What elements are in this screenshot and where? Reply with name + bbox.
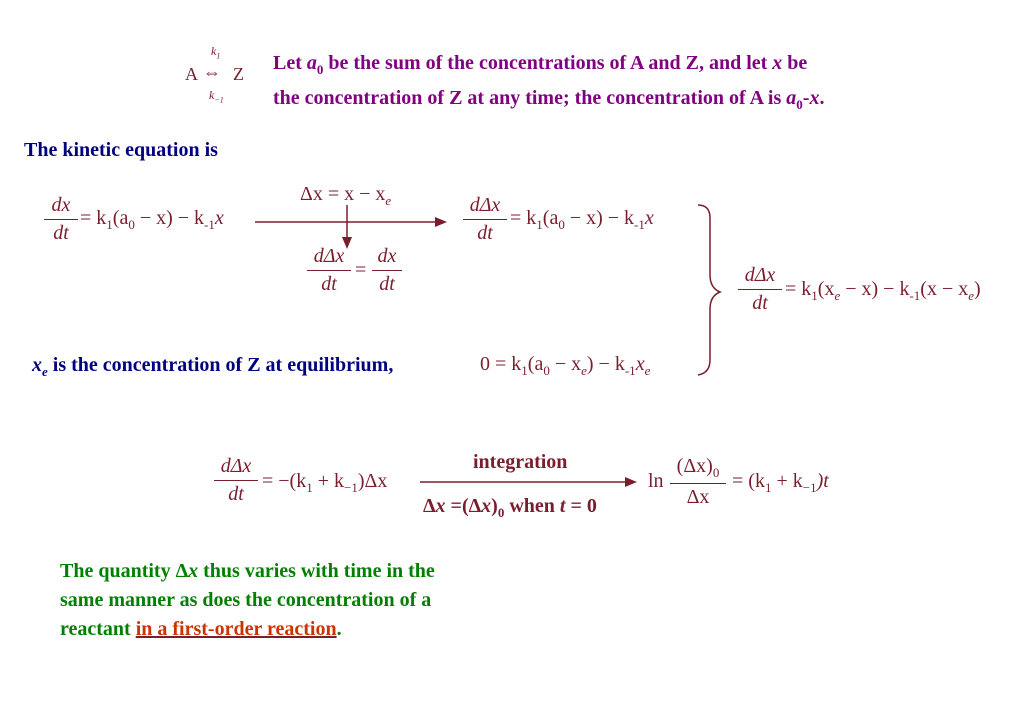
eq4-fraction: dΔx dt bbox=[214, 455, 258, 506]
product-z: Z bbox=[233, 64, 244, 84]
initial-condition: $\Delta x =(\Delta x)_0$ when t = 0 bbox=[423, 495, 597, 520]
first-order-link[interactable]: in a first-order reaction bbox=[135, 618, 337, 640]
substitution-arrows bbox=[255, 205, 455, 255]
reaction-scheme bbox=[183, 44, 255, 108]
substitution-top: $\Delta x = x - x_e$ bbox=[300, 183, 392, 208]
eq3-fraction: dΔx dt bbox=[738, 264, 782, 315]
equilibrium-text: $x_e$ is the concentration of Z at equilibrium, bbox=[32, 354, 394, 379]
conclusion-text: The quantity Δx thus varies with time in the same manner as does the concentration of a reactant in a first-order reaction. bbox=[60, 560, 435, 640]
eq1-fraction bbox=[44, 194, 78, 245]
eq3-rhs: = $k_1(x_e - x) - k_{-1}(x - x_e)$ bbox=[785, 278, 981, 303]
right-brace bbox=[690, 200, 730, 380]
eq5-ln: ln bbox=[648, 470, 664, 492]
eq5-rhs: = $(k_1 + k_{-1})t$ bbox=[732, 470, 829, 495]
subst-rhs-fraction: dx dt bbox=[372, 245, 402, 296]
eq2-fraction: dΔx dt bbox=[463, 194, 507, 245]
integration-label: integration bbox=[473, 451, 568, 473]
eq2-rhs: = $k_1(a_0 - x) - k_{-1}x$ bbox=[510, 207, 654, 232]
equilibrium-equation: $0 = k_1(a_0 - x_e) - k_{-1}x_e$ bbox=[480, 353, 651, 378]
subst-equals: = bbox=[355, 259, 367, 281]
integration-arrow bbox=[420, 474, 640, 490]
kinetic-equation-label: The kinetic equation is bbox=[24, 139, 218, 161]
subst-lhs-fraction: dΔx dt bbox=[307, 245, 351, 296]
k-reverse-label: $k_{-1}$ bbox=[209, 88, 224, 105]
eq1-denominator: dt bbox=[53, 222, 69, 244]
equilibrium-arrow: ⇔ bbox=[203, 62, 221, 82]
intro-text bbox=[273, 49, 824, 119]
intro-line-2: the concentration of Z at any time; the concentration of A is $a_0-x$. bbox=[273, 87, 825, 112]
eq1-numerator: dx bbox=[51, 194, 71, 216]
eq5-fraction: $(\Delta x)_0$ Δx bbox=[670, 455, 726, 509]
reactant-a: A bbox=[185, 64, 198, 84]
intro-line-1: Let $a_0$ be the sum of the concentrations of A and Z, and let x be bbox=[273, 52, 808, 77]
k-forward-label: $k_1$ bbox=[211, 44, 221, 61]
eq1-rhs: = $k_1(a_0 - x) - k_{-1}x$ bbox=[80, 207, 224, 232]
eq4-rhs: = $-(k_1 + k_{-1})\Delta x$ bbox=[262, 470, 388, 495]
